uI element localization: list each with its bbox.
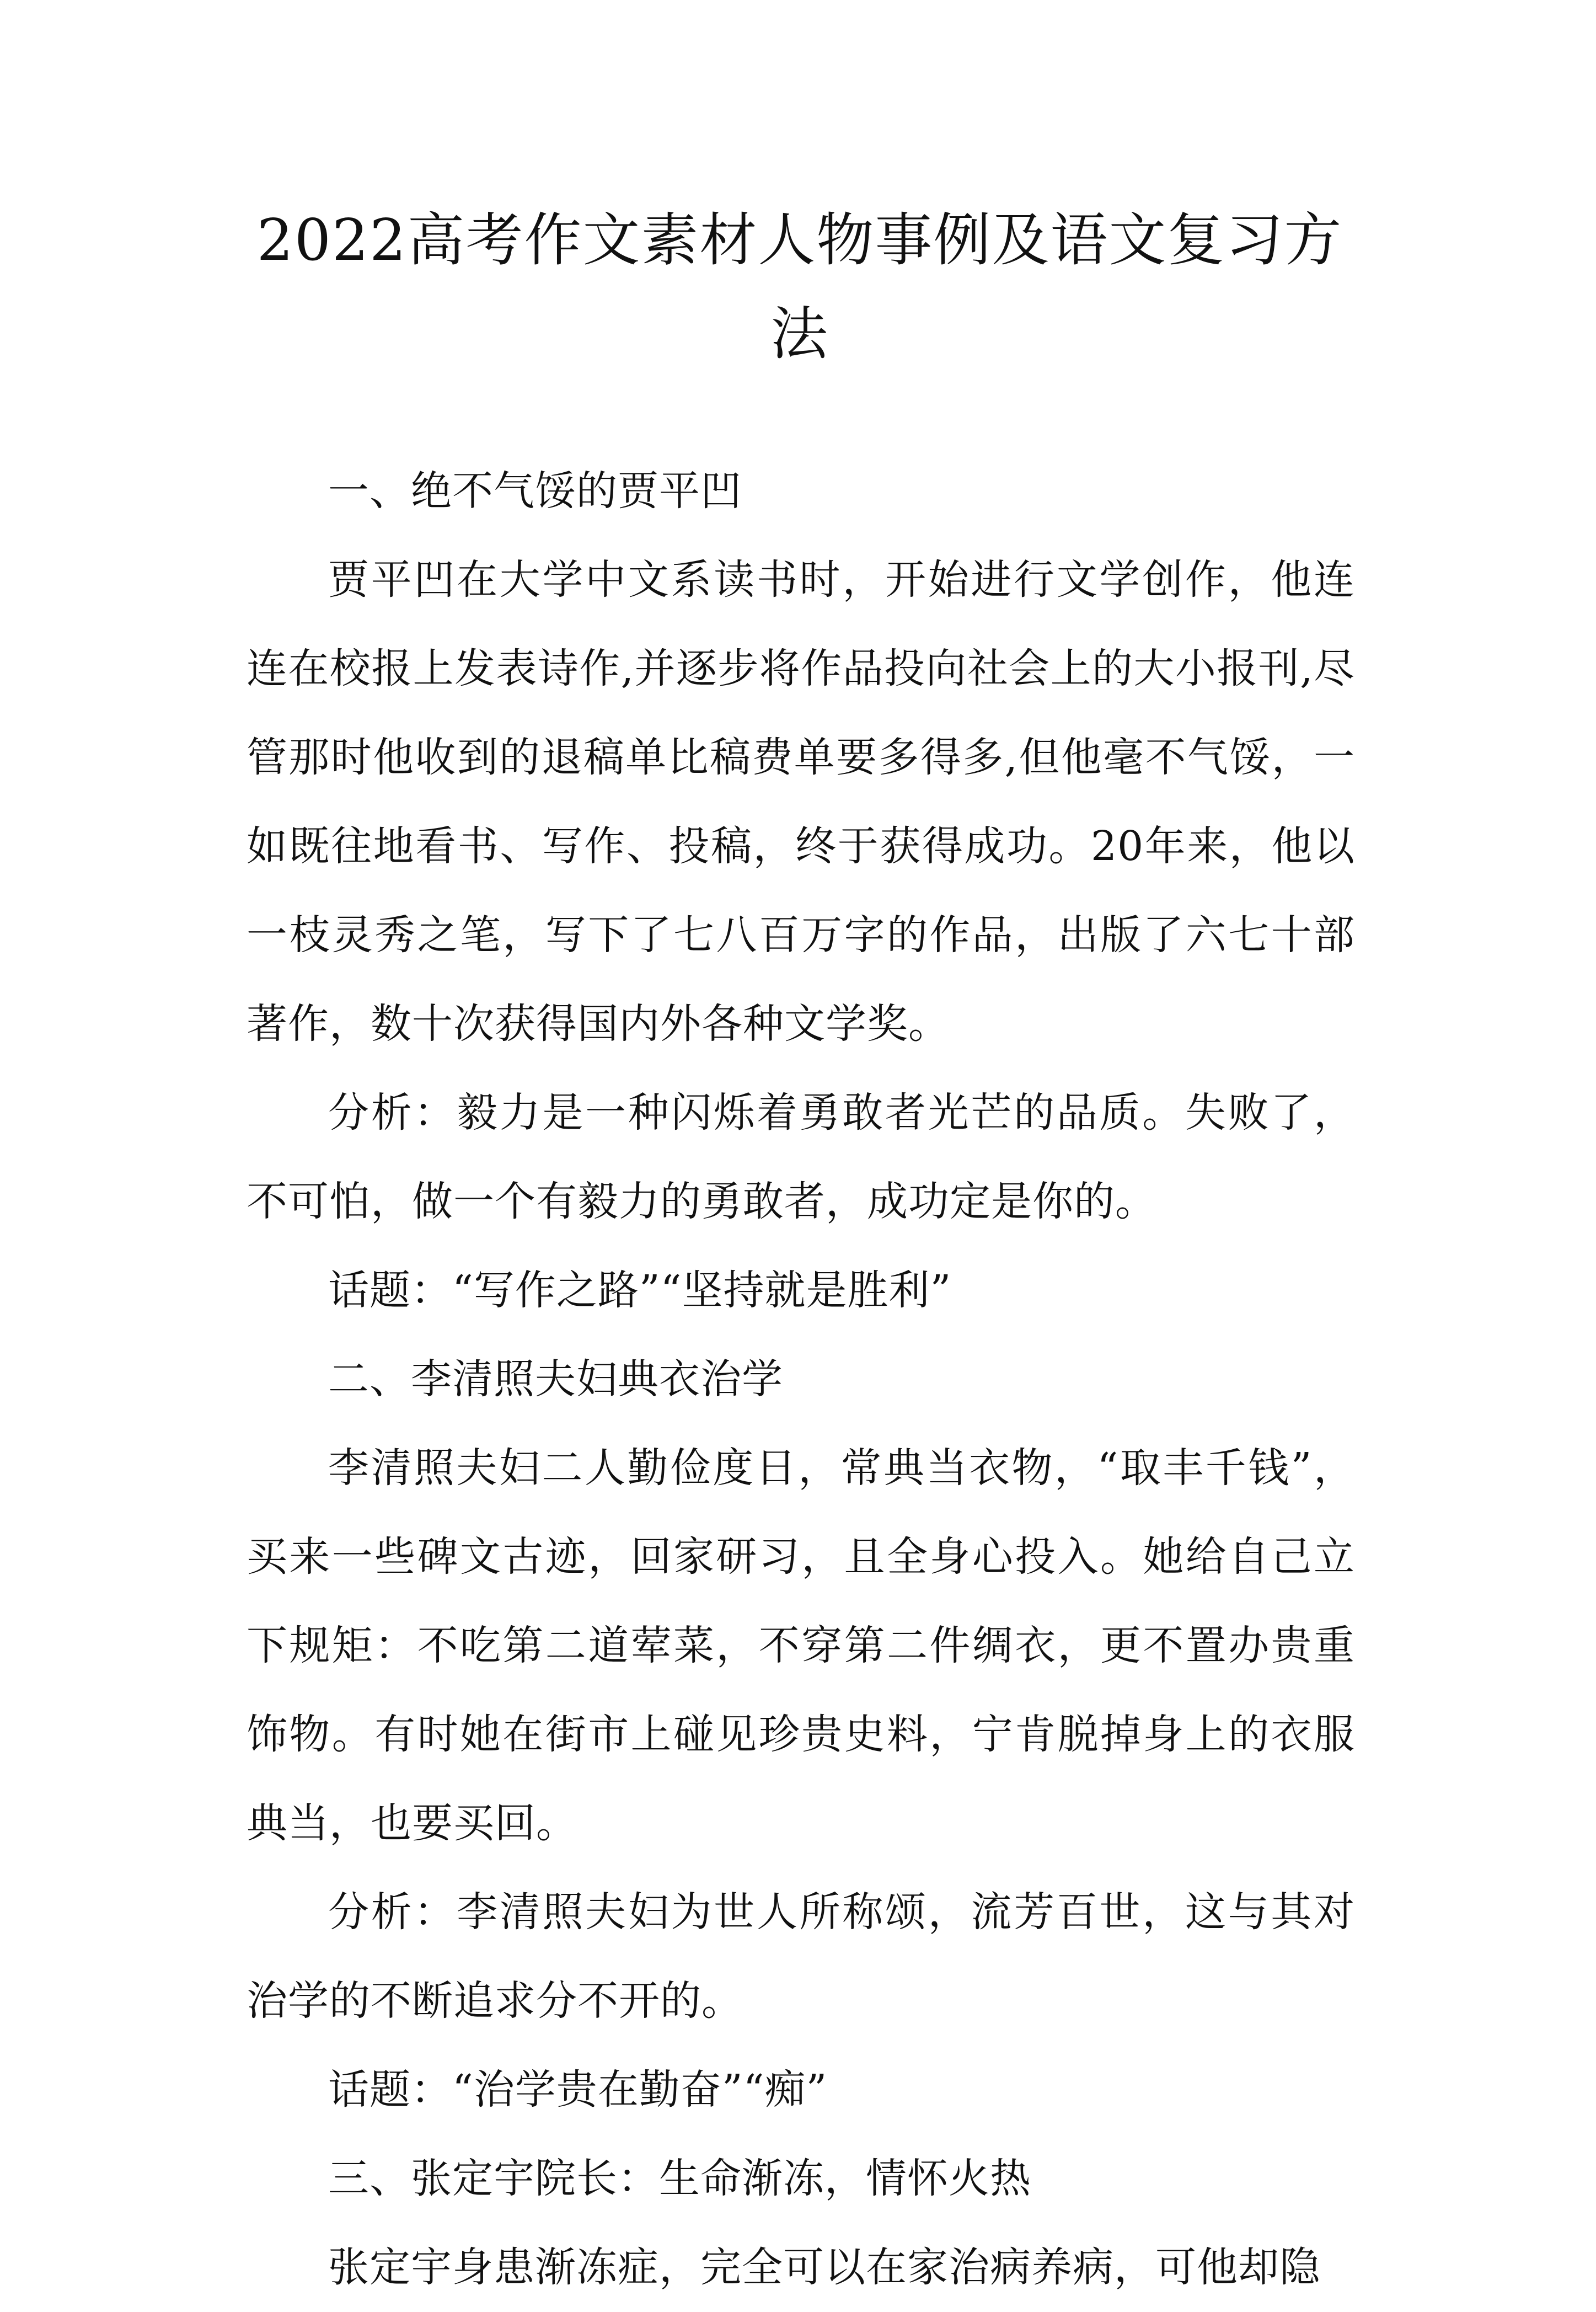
paragraph-jia-pingwa-topic: 话题：“写作之路”“坚持就是胜利” [328, 1267, 952, 1314]
document-title: 2022高考作文素材人物事例及语文复习方法 [256, 206, 1343, 367]
paragraph-jia-pingwa-analysis: 分析：毅力是一种闪烁着勇敢者光芒的品质。失败了，不可怕，做一个有毅力的勇敢者，成功定是你的。 [247, 1089, 1355, 1225]
heading-li-qingzhao: 二、李清照夫妇典衣治学 [328, 1355, 783, 1403]
paragraph-jia-pingwa-story: 贾平凹在大学中文系读书时，开始进行文学创作，他连连在校报上发表诗作,并逐步将作品投向社会上的大小报刊,尽管那时他收到的退稿单比稿费单要多得多,但他毫不气馁，一如既往地看书、写作、投稿，终于获得成功。20年来，他以一枝灵秀之笔，写下了七八百万字的作品，出版了六七十部著作，数十次获得国内外各种文学奖。 [247, 556, 1355, 1048]
paragraph-zhang-dingyu-story: 张定宇身患渐冻症，完全可以在家治病养病，可他却隐 [328, 2244, 1321, 2291]
document-body [247, 447, 1355, 2312]
heading-jia-pingwa: 一、绝不气馁的贾平凹 [328, 467, 742, 515]
paragraph-li-qingzhao-story: 李清照夫妇二人勤俭度日，常典当衣物，“取丰千钱”，买来一些碑文古迹，回家研习，且全身心投入。她给自己立下规矩：不吃第二道荤菜，不穿第二件绸衣，更不置办贵重饰物。有时她在街市上碰见珍贵史料，宁肯脱掉身上的衣服典当，也要买回。 [247, 1444, 1355, 1847]
heading-zhang-dingyu: 三、张定宇院长：生命渐冻，情怀火热 [328, 2155, 1031, 2202]
paragraph-li-qingzhao-analysis: 分析：李清照夫妇为世人所称颂，流芳百世，这与其对治学的不断追求分不开的。 [247, 1888, 1355, 2025]
paragraph-li-qingzhao-topic: 话题：“治学贵在勤奋”“痴” [328, 2066, 828, 2113]
